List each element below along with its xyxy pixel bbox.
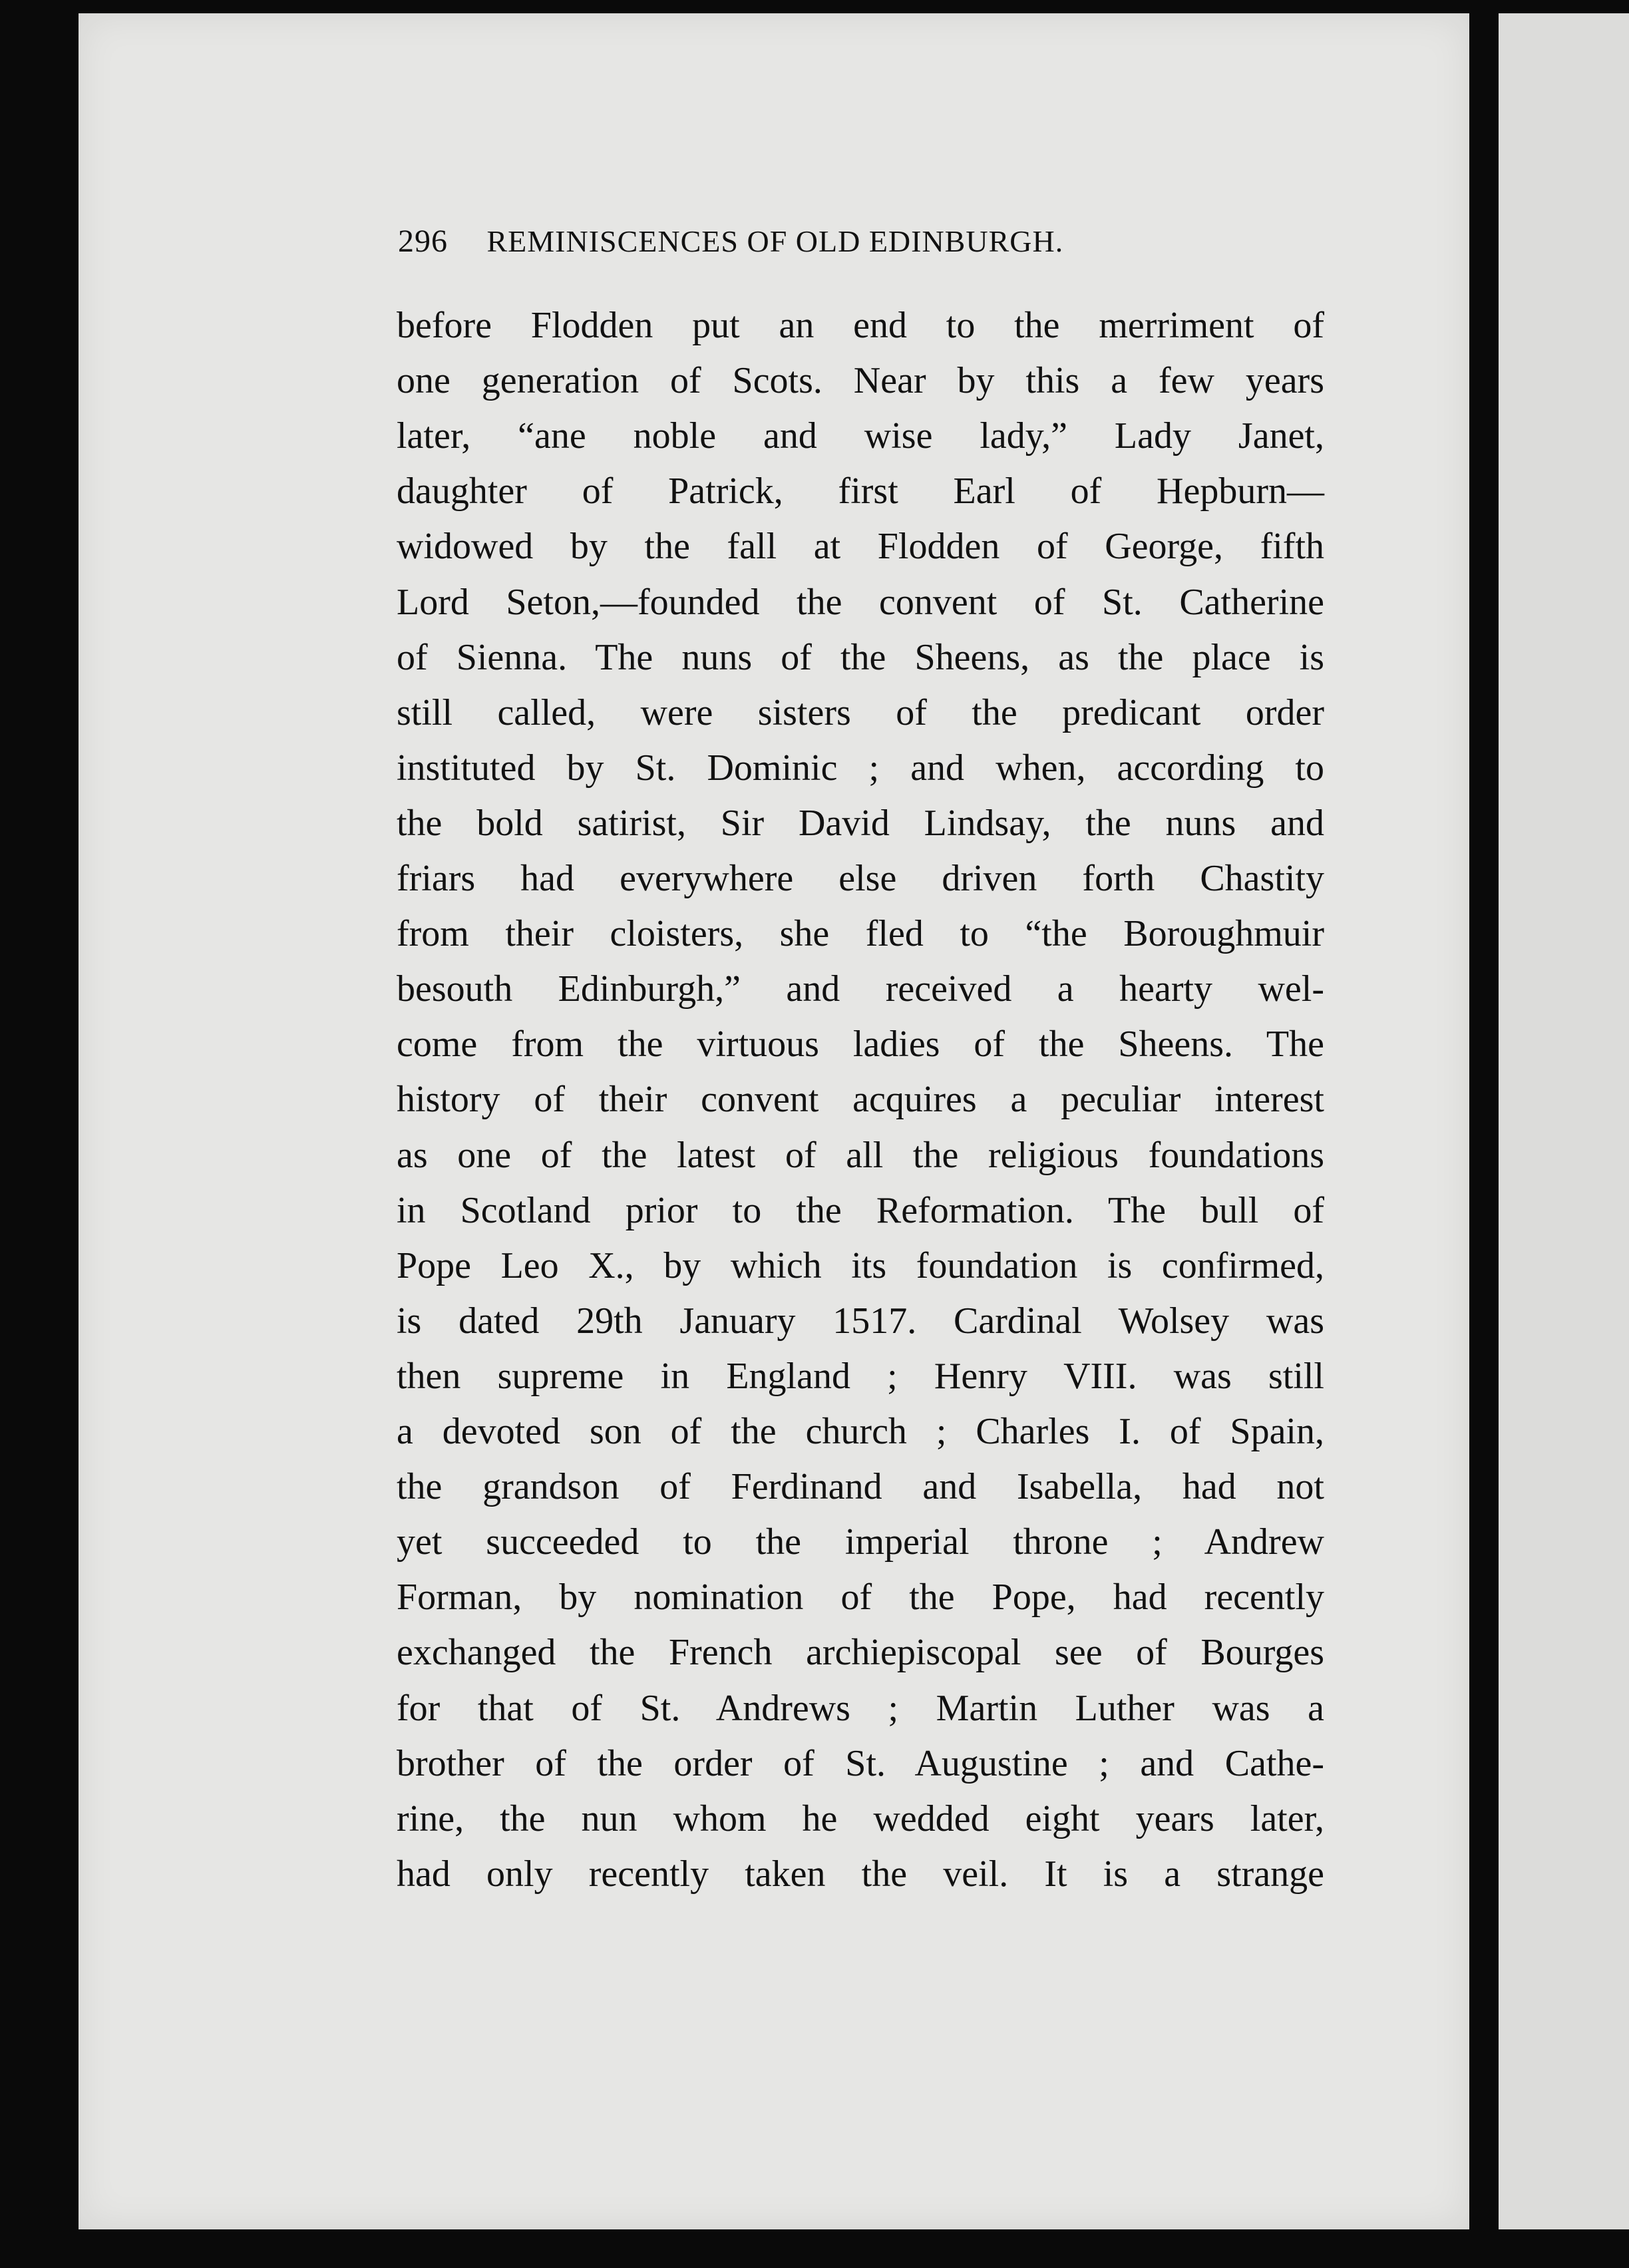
text-line: besouth Edinburgh,” and received a hearty wel- (397, 968, 1324, 1010)
text-line: of Sienna. The nuns of the Sheens, as the place is (397, 636, 1324, 678)
text-line: as one of the latest of all the religious foundations (397, 1134, 1324, 1176)
text-line: still called, were sisters of the predicant order (397, 691, 1324, 733)
running-header (398, 223, 1210, 260)
text-line: for that of St. Andrews ; Martin Luther was a (397, 1687, 1324, 1729)
text-line: before Flodden put an end to the merriment of (397, 305, 1324, 346)
text-line: later, “ane noble and wise lady,” Lady Janet, (397, 415, 1324, 457)
text-line: the bold satirist, Sir David Lindsay, the nuns and (397, 802, 1324, 844)
page-number: 296 (398, 224, 448, 259)
text-line: Forman, by nomination of the Pope, had recently (397, 1577, 1324, 1618)
text-line: the grandson of Ferdinand and Isabella, had not (397, 1466, 1324, 1508)
text-line: then supreme in England ; Henry VIII. was still (397, 1355, 1324, 1397)
text-line: brother of the order of St. Augustine ; and Cathe- (397, 1742, 1324, 1784)
text-line: come from the virtuous ladies of the Sheens. The (397, 1024, 1324, 1065)
text-line: from their cloisters, she fled to “the Boroughmuir (397, 913, 1324, 955)
text-line: instituted by St. Dominic ; and when, according to (397, 747, 1324, 789)
text-line: history of their convent acquires a peculiar interest (397, 1079, 1324, 1121)
text-line: widowed by the fall at Flodden of George, fifth (397, 526, 1324, 568)
text-line: friars had everywhere else driven forth Chastity (397, 858, 1324, 899)
text-line: in Scotland prior to the Reformation. The bull of (397, 1189, 1324, 1231)
text-line: rine, the nun whom he wedded eight years later, (397, 1797, 1324, 1839)
text-line: yet succeeded to the imperial throne ; Andrew (397, 1521, 1324, 1563)
text-line: exchanged the French archiepiscopal see of Bourges (397, 1632, 1324, 1674)
text-line: one generation of Scots. Near by this a few years (397, 360, 1324, 402)
text-line: had only recently taken the veil. It is a strange (397, 1853, 1324, 1895)
text-line: Pope Leo X., by which its foundation is confirmed, (397, 1244, 1324, 1286)
text-line: daughter of Patrick, first Earl of Hepburn— (397, 471, 1324, 512)
text-line: a devoted son of the church ; Charles I. of Spain, (397, 1411, 1324, 1452)
text-line: is dated 29th January 1517. Cardinal Wolsey was (397, 1300, 1324, 1342)
running-title: REMINISCENCES OF OLD EDINBURGH. (486, 224, 1064, 258)
text-line: Lord Seton,—founded the convent of St. Catherine (397, 581, 1324, 623)
adjacent-page-edge (1499, 13, 1629, 2229)
